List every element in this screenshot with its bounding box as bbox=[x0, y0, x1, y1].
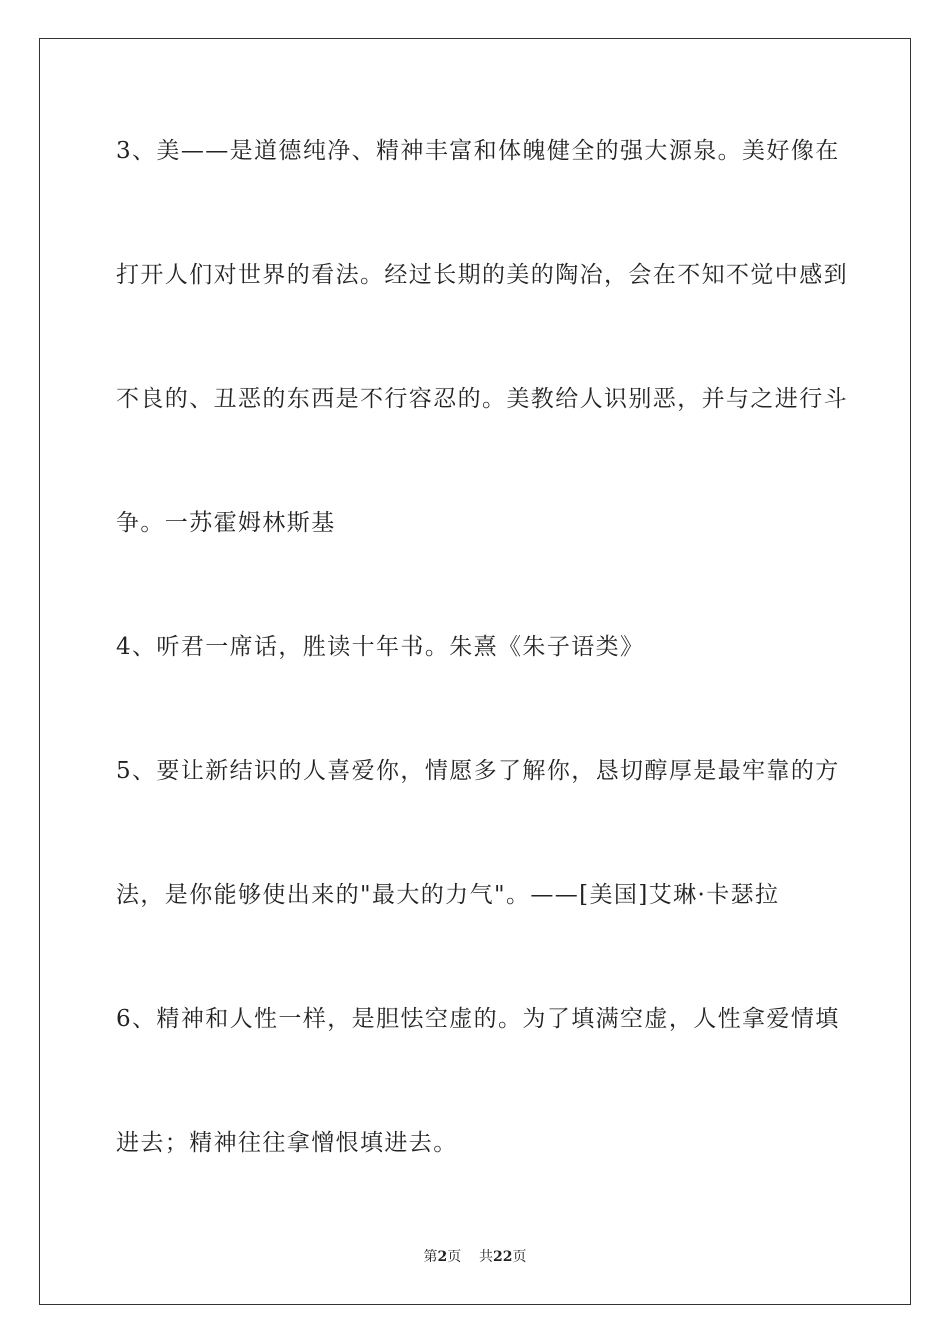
page-frame bbox=[39, 38, 911, 1305]
page-prefix: 第 bbox=[423, 1249, 438, 1265]
text-line: 打开人们对世界的看法。经过长期的美的陶冶，会在不知不觉中感到 bbox=[116, 262, 848, 288]
text-line: 5、要让新结识的人喜爱你，情愿多了解你，恳切醇厚是最牢靠的方 bbox=[116, 758, 840, 784]
text-line: 法，是你能够使出来的"最大的力气"。——[美国]艾琳·卡瑟拉 bbox=[116, 882, 780, 908]
page-footer bbox=[0, 1246, 950, 1266]
text-line: 争。一苏霍姆林斯基 bbox=[116, 510, 336, 536]
text-line: 进去；精神往往拿憎恨填进去。 bbox=[116, 1130, 458, 1156]
page-suffix: 页 bbox=[447, 1249, 462, 1265]
page-total: 22 bbox=[493, 1249, 513, 1265]
text-line: 4、听君一席话，胜读十年书。朱熹《朱子语类》 bbox=[116, 634, 645, 660]
text-line: 3、美——是道德纯净、精神丰富和体魄健全的强大源泉。美好像在 bbox=[116, 138, 840, 164]
text-line: 不良的、丑恶的东西是不行容忍的。美教给人识别恶，并与之进行斗 bbox=[116, 386, 848, 412]
total-suffix: 页 bbox=[512, 1249, 527, 1265]
total-prefix: 共 bbox=[479, 1249, 494, 1265]
page-current: 2 bbox=[437, 1249, 448, 1265]
text-line: 6、精神和人性一样，是胆怯空虚的。为了填满空虚，人性拿爱情填 bbox=[116, 1006, 840, 1032]
